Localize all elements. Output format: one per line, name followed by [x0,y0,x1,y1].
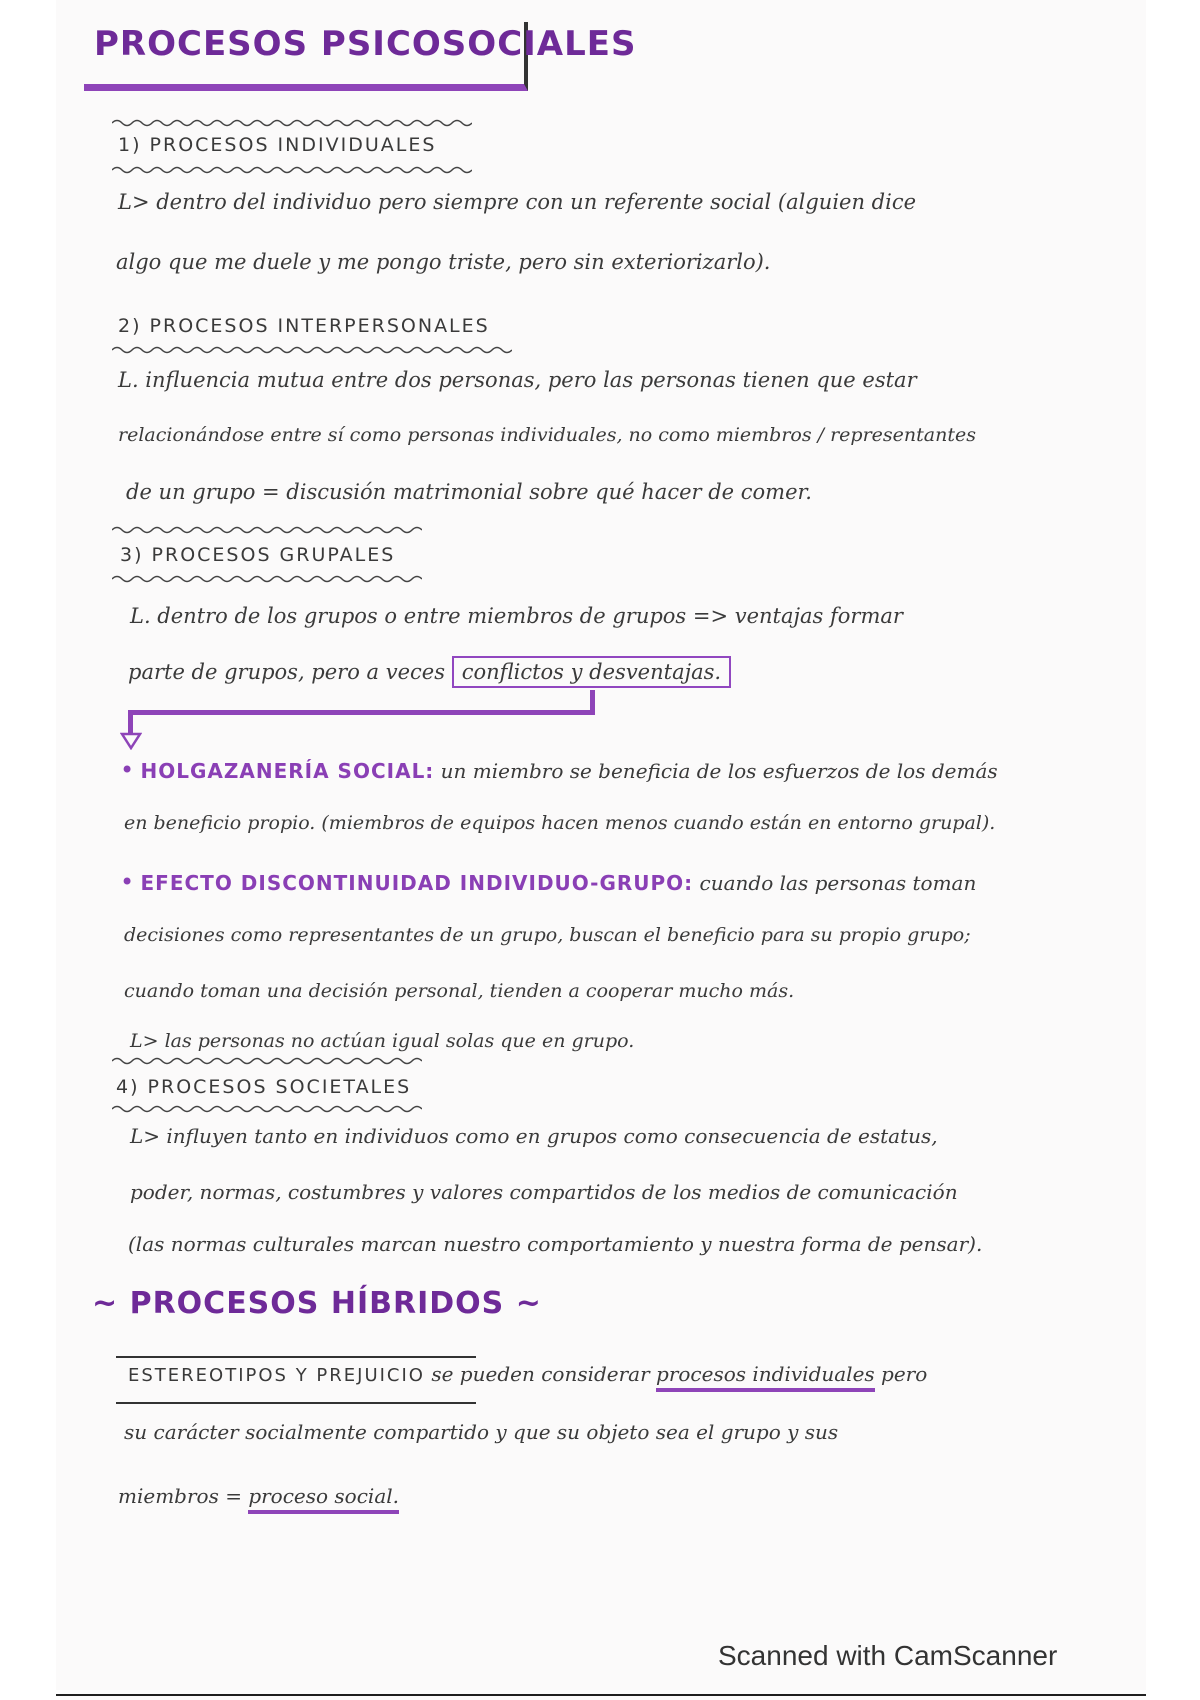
conflicts-box: conflictos y desventajas. [452,656,731,688]
section-3-line-2 [128,660,731,684]
wavy-underline [112,525,422,535]
section-1-heading: 1) PROCESOS INDIVIDUALES [118,134,437,156]
section-1-line-1: L> dentro del individuo pero siempre con un referente social (alguien dice [118,190,917,214]
underline-rule [116,1356,476,1358]
section-4-line-3: (las normas culturales marcan nuestro comportamiento y nuestra forma de pensar). [128,1232,983,1256]
section-2-line-1: L. influencia mutua entre dos personas, pero las personas tienen que estar [118,368,917,392]
efecto-line-4: L> las personas no actúan igual solas que en grupo. [130,1030,635,1052]
social-process-highlight: proceso social. [248,1484,399,1514]
individual-processes-highlight: procesos individuales [656,1362,875,1392]
efecto-line-2: decisiones como representantes de un grupo, buscan el beneficio para su propio grupo; [124,924,971,946]
arrow-line [128,712,133,734]
section-3-line-2-text: parte de grupos, pero a veces [128,660,445,684]
efecto-label: EFECTO DISCONTINUIDAD INDIVIDUO-GRUPO: [140,871,694,895]
bullet-icon: • [120,868,135,896]
hibridos-line-1 [128,1362,927,1386]
wavy-underline [112,1104,422,1114]
arrow-line [128,710,595,715]
section-4-heading: 4) PROCESOS SOCIETALES [116,1076,412,1098]
camscanner-watermark: Scanned with CamScanner [718,1640,1058,1671]
hibridos-heading: ~ PROCESOS HÍBRIDOS ~ [92,1286,542,1321]
wavy-underline [112,345,512,355]
stereotypes-label: ESTEREOTIPOS Y PREJUICIO [128,1365,425,1386]
wavy-underline [112,118,472,128]
page-title: PROCESOS PSICOSOCIALES [94,24,637,64]
efecto-line-1 [120,868,976,896]
holgazaneria-line-2: en beneficio propio. (miembros de equipos hacen menos cuando están en entorno grupal). [124,812,996,834]
underline-rule [116,1402,476,1404]
arrow-line [590,690,595,712]
section-1-line-2: algo que me duele y me pongo triste, pero sin exteriorizarlo). [116,250,771,274]
hibridos-line-3-text: miembros = [118,1484,242,1508]
hibridos-line-1-mid: se pueden considerar [431,1362,650,1386]
section-2-heading: 2) PROCESOS INTERPERSONALES [118,315,490,337]
section-2-line-3: de un grupo = discusión matrimonial sobre qué hacer de comer. [126,480,812,504]
bullet-icon: • [120,756,135,784]
holgazaneria-line-1 [120,756,998,784]
holgazaneria-text-1: un miembro se beneficia de los esfuerzos de los demás [440,759,998,783]
wavy-underline [112,165,472,175]
wavy-underline [112,574,422,584]
section-3-line-1: L. dentro de los grupos o entre miembros de grupos => ventajas formar [130,604,903,628]
arrow-down-icon [120,732,142,750]
section-3-heading: 3) PROCESOS GRUPALES [120,544,396,566]
bottom-rule [56,1694,1146,1696]
section-4-line-1: L> influyen tanto en individuos como en grupos como consecuencia de estatus, [130,1124,938,1148]
section-4-line-2: poder, normas, costumbres y valores compartidos de los medios de comunicación [130,1180,958,1204]
hibridos-line-2: su carácter socialmente compartido y que su objeto sea el grupo y sus [124,1420,839,1444]
holgazaneria-label: HOLGAZANERÍA SOCIAL: [140,759,435,783]
hibridos-line-1-end: pero [881,1362,928,1386]
wavy-underline [112,1056,422,1066]
hibridos-line-3 [118,1484,399,1508]
section-2-line-2: relacionándose entre sí como personas individuales, no como miembros / representantes [118,424,976,446]
efecto-line-3: cuando toman una decisión personal, tienden a cooperar mucho más. [124,980,795,1002]
efecto-text-1: cuando las personas toman [699,871,977,895]
